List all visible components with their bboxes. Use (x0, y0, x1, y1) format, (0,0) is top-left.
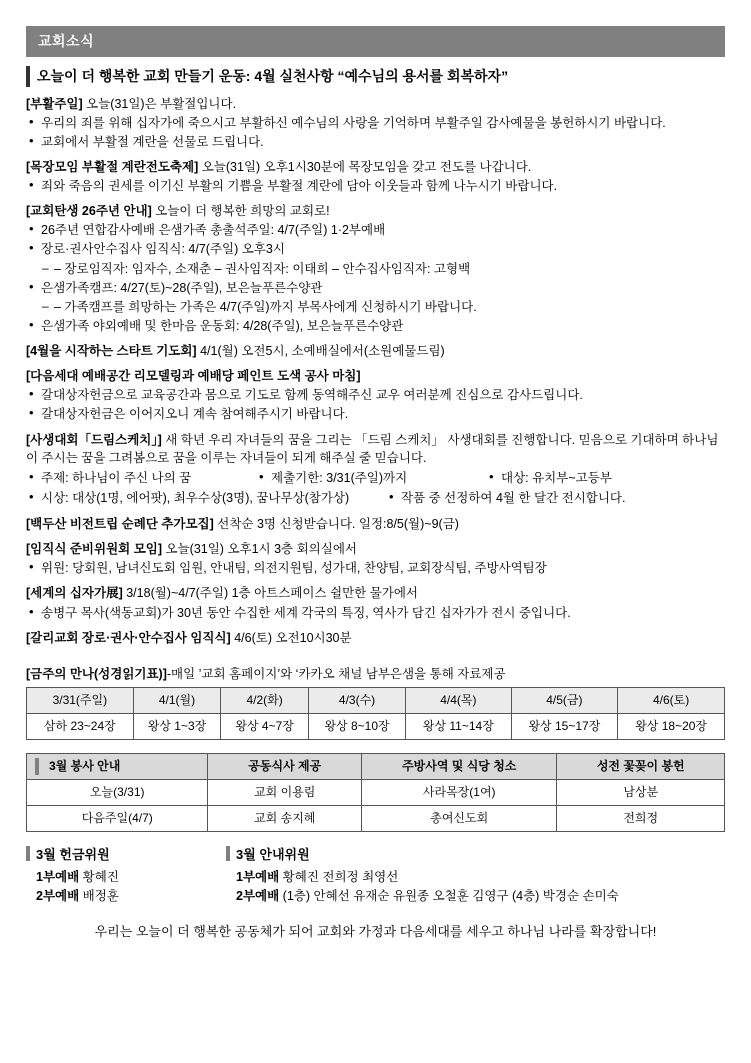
table-row (27, 753, 725, 779)
table-cell: 남상분 (557, 779, 725, 805)
table-cell: 교회 송지혜 (208, 805, 362, 831)
committee-row-value: 황혜진 전희정 최영선 (282, 869, 399, 884)
committee-title: 3월 헌금위원 (36, 846, 110, 862)
footer-slogan: 우리는 오늘이 더 행복한 공동체가 되어 교회와 가정과 다음세대를 세우고 하나님 나라를 확장합니다! (94, 924, 657, 940)
table-cell: 4/3(수) (308, 687, 405, 713)
section-heading (26, 202, 725, 220)
list-item: • 제출기한: 3/31(주일)까지 (256, 469, 486, 487)
offering-committee (26, 846, 226, 905)
section-buhwal-juil (26, 95, 725, 151)
list-item: • 장로·권사안수집사 임직식: 4/7(주일) 오후3시 (26, 240, 725, 258)
table-cell: 삼하 23~24장 (27, 713, 134, 739)
section-remodeling (26, 367, 725, 423)
section-tag: [갈리교회 장로·권사·안수집사 임직식] (26, 630, 231, 645)
section-rest: 오늘(31일) 오후1시30분에 목장모임을 갖고 전도를 나갑니다. (201, 159, 532, 174)
section-rest: 3/18(월)~4/7(주일) 1층 아트스페이스 쉴만한 물가에서 (126, 586, 419, 601)
section-tag: [세계의 십자가展] (26, 586, 123, 601)
table-cell: 4/4(목) (406, 687, 511, 713)
list-item: • 송병구 목사(색동교회)가 30년 동안 수집한 세계 각국의 특징, 역사가 담긴 십자가가 전시 중입니다. (26, 604, 725, 622)
table-header-cell: 공동식사 제공 (208, 753, 362, 779)
table-header-cell: 주방사역 및 식당 청소 (362, 753, 557, 779)
page-header-bar: 교회소식 (26, 26, 725, 57)
section-heading (26, 158, 725, 176)
section-bullet-list (26, 559, 725, 577)
section-rest: 4/6(토) 오전10시30분 (234, 630, 352, 645)
section-drawing-contest (26, 431, 725, 509)
section-rest: 새 학년 우리 자녀들의 꿈을 그리는 「드림 스케치」 사생대회를 진행합니다. 믿음으로 기대하며 하나님이 주시는 꿈을 그려봄으로 꿈을 이루는 자녀들이 되게 해주실 줄 믿습니다. (26, 432, 719, 465)
section-tag: [교회탄생 26주년 안내] (26, 204, 152, 219)
manna-title-rest: -매일 ’교회 홈페이지’와 ‘카카오 채널 남부은샘을 통해 자료제공 (166, 666, 506, 681)
table-cell: 교회 이용림 (208, 779, 362, 805)
section-heading (26, 367, 725, 385)
table-row (27, 687, 725, 713)
committee-accent-bar (26, 846, 30, 861)
committee-row (236, 868, 619, 886)
section-heading (26, 515, 725, 533)
section-start-prayer (26, 342, 725, 360)
section-tag: [임직식 준비위원회 모임] (26, 542, 163, 557)
list-item: • 시상: 대상(1명, 에어팟), 최우수상(3명), 꿈나무상(참가상) (26, 489, 386, 507)
title-accent-bar (26, 66, 30, 86)
section-tag: [백두산 비전트립 순례단 추가모집] (26, 517, 214, 532)
table-cell: 오늘(3/31) (27, 779, 208, 805)
section-bullet-list (26, 604, 725, 622)
section-rest: 선착순 3명 신청받습니다. 일정:8/5(월)~9(금) (217, 517, 459, 532)
table-cell: 4/5(금) (511, 687, 618, 713)
table-cell: 왕상 8~10장 (308, 713, 405, 739)
table-cell: 3/31(주일) (27, 687, 134, 713)
section-heading (26, 540, 725, 558)
section-tag: [목장모임 부활절 계란전도축제] (26, 159, 199, 174)
list-subitem: – – 장로임직자: 임자수, 소재춘 – 권사임직자: 이태희 – 안수집사임직자: 고형백 (26, 260, 725, 278)
table-cell: 왕상 1~3장 (133, 713, 221, 739)
table-cell: 총여신도회 (362, 805, 557, 831)
list-item: • 교회에서 부활절 계란을 선물로 드립니다. (26, 133, 725, 151)
committee-row-value: 황혜진 (82, 869, 119, 884)
committee-row (236, 887, 619, 905)
list-item: • 죄와 죽음의 권세를 이기신 부활의 기쁨을 부활절 계란에 담아 이웃들과 함께 나누시기 바랍니다. (26, 177, 725, 195)
manna-title (26, 665, 725, 683)
committee-accent-bar (226, 846, 230, 861)
main-title (26, 66, 725, 86)
section-rest: 오늘(31일)은 부활절입니다. (86, 96, 237, 111)
list-subitem: – – 가족캠프를 희망하는 가족은 4/7(주일)까지 부목사에게 신청하시기 바랍니다. (26, 298, 725, 316)
table-cell: 왕상 15~17장 (511, 713, 618, 739)
table-cell: 왕상 4~7장 (221, 713, 309, 739)
table-cell: 4/1(월) (133, 687, 221, 713)
committee-row-label: 2부예배 (236, 888, 280, 903)
section-baekdusan-trip (26, 515, 725, 533)
committee-title: 3월 안내위원 (236, 846, 310, 862)
section-26th-anniversary (26, 202, 725, 335)
table-header-cell: 성전 꽃꽂이 봉헌 (557, 753, 725, 779)
section-tag: [다음세대 예배공간 리모델링과 예배당 페인트 도색 공사 마침] (26, 369, 361, 384)
section-bullet-list (26, 221, 725, 335)
committee-row-label: 1부예배 (36, 869, 80, 884)
section-grid-list-2 (26, 488, 725, 508)
section-rest: 오늘이 더 행복한 희망의 교회로! (155, 204, 330, 219)
list-item: • 갈대상자헌금은 이어지오니 계속 참여해주시기 바랍니다. (26, 405, 725, 423)
manna-table (26, 687, 725, 740)
list-item: • 은샘가족캠프: 4/27(토)~28(주일), 보은늘푸른수양관 (26, 279, 725, 297)
main-title-text: 오늘이 더 행복한 교회 만들기 운동: 4월 실천사항 “예수님의 용서를 회복하자” (37, 68, 509, 85)
section-rest: 오늘(31일) 오후1시 3층 회의실에서 (165, 542, 357, 557)
committee-row (36, 887, 119, 905)
list-item: • 26주년 연합감사예배 은샘가족 총출석주일: 4/7(주일) 1·2부예배 (26, 221, 725, 239)
section-tag: [사생대회「드림스케치」] (26, 432, 162, 447)
table-row (27, 713, 725, 739)
table-cell: 사라목장(1여) (362, 779, 557, 805)
committee-row (36, 868, 119, 886)
table-cell: 왕상 11~14장 (406, 713, 511, 739)
table-header-cell: 3월 봉사 안내 (27, 753, 208, 779)
section-heading (26, 629, 725, 647)
table-row (27, 779, 725, 805)
section-heading (26, 584, 725, 602)
section-ordination-prep (26, 540, 725, 577)
committee-row-label: 2부예배 (36, 888, 80, 903)
section-bullet-list (26, 177, 725, 195)
section-heading (26, 431, 725, 467)
committee-row-label: 1부예배 (236, 869, 280, 884)
section-grid-list (26, 468, 725, 488)
service-table (26, 753, 725, 832)
section-rest: 4/1(월) 오전5시, 소예배실에서(소원예물드림) (200, 344, 445, 359)
section-bullet-list (26, 114, 725, 151)
committee-row-value: (1층) 안혜선 유재순 유원종 오철훈 김영구 (4층) 박경순 손미숙 (282, 888, 619, 903)
committee-row-value: 배정훈 (82, 888, 119, 903)
table-cell: 4/2(화) (221, 687, 309, 713)
table-cell: 4/6(토) (618, 687, 725, 713)
section-tag: [부활주일] (26, 96, 83, 111)
list-item: • 우리의 죄를 위해 십자가에 죽으시고 부활하신 예수님의 사랑을 기억하며 부활주일 감사예물을 봉헌하시기 바랍니다. (26, 114, 725, 132)
table-cell: 전희정 (557, 805, 725, 831)
table-cell: 다음주일(4/7) (27, 805, 208, 831)
section-galli-ordination (26, 629, 725, 647)
manna-title-tag: [금주의 만나(성경읽기표)] (26, 666, 167, 681)
section-bullet-list (26, 386, 725, 423)
list-item: • 갈대상자헌금으로 교육공간과 몸으로 기도로 함께 동역해주신 교우 여러분께 진심으로 감사드립니다. (26, 386, 725, 404)
list-item: • 작품 중 선정하여 4월 한 달간 전시합니다. (386, 489, 625, 507)
table-row (27, 805, 725, 831)
committees-block (26, 846, 725, 905)
section-tag: [4월을 시작하는 스타트 기도회] (26, 344, 197, 359)
section-heading (26, 342, 725, 360)
list-item: • 주제: 하나님이 주신 나의 꿈 (26, 469, 256, 487)
greeting-committee (226, 846, 619, 905)
section-heading (26, 95, 725, 113)
table-cell: 왕상 18~20장 (618, 713, 725, 739)
section-cross-exhibition (26, 584, 725, 621)
section-mokjang-moim (26, 158, 725, 195)
list-item: • 대상: 유치부~고등부 (486, 469, 612, 487)
list-item: • 위원: 당회원, 남녀신도회 임원, 안내팀, 의전지원팀, 성가대, 찬양팀, 교회장식팀, 주방사역팀장 (26, 559, 725, 577)
list-item: • 은샘가족 야외예배 및 한마음 운동회: 4/28(주일), 보은늘푸른수양관 (26, 317, 725, 335)
